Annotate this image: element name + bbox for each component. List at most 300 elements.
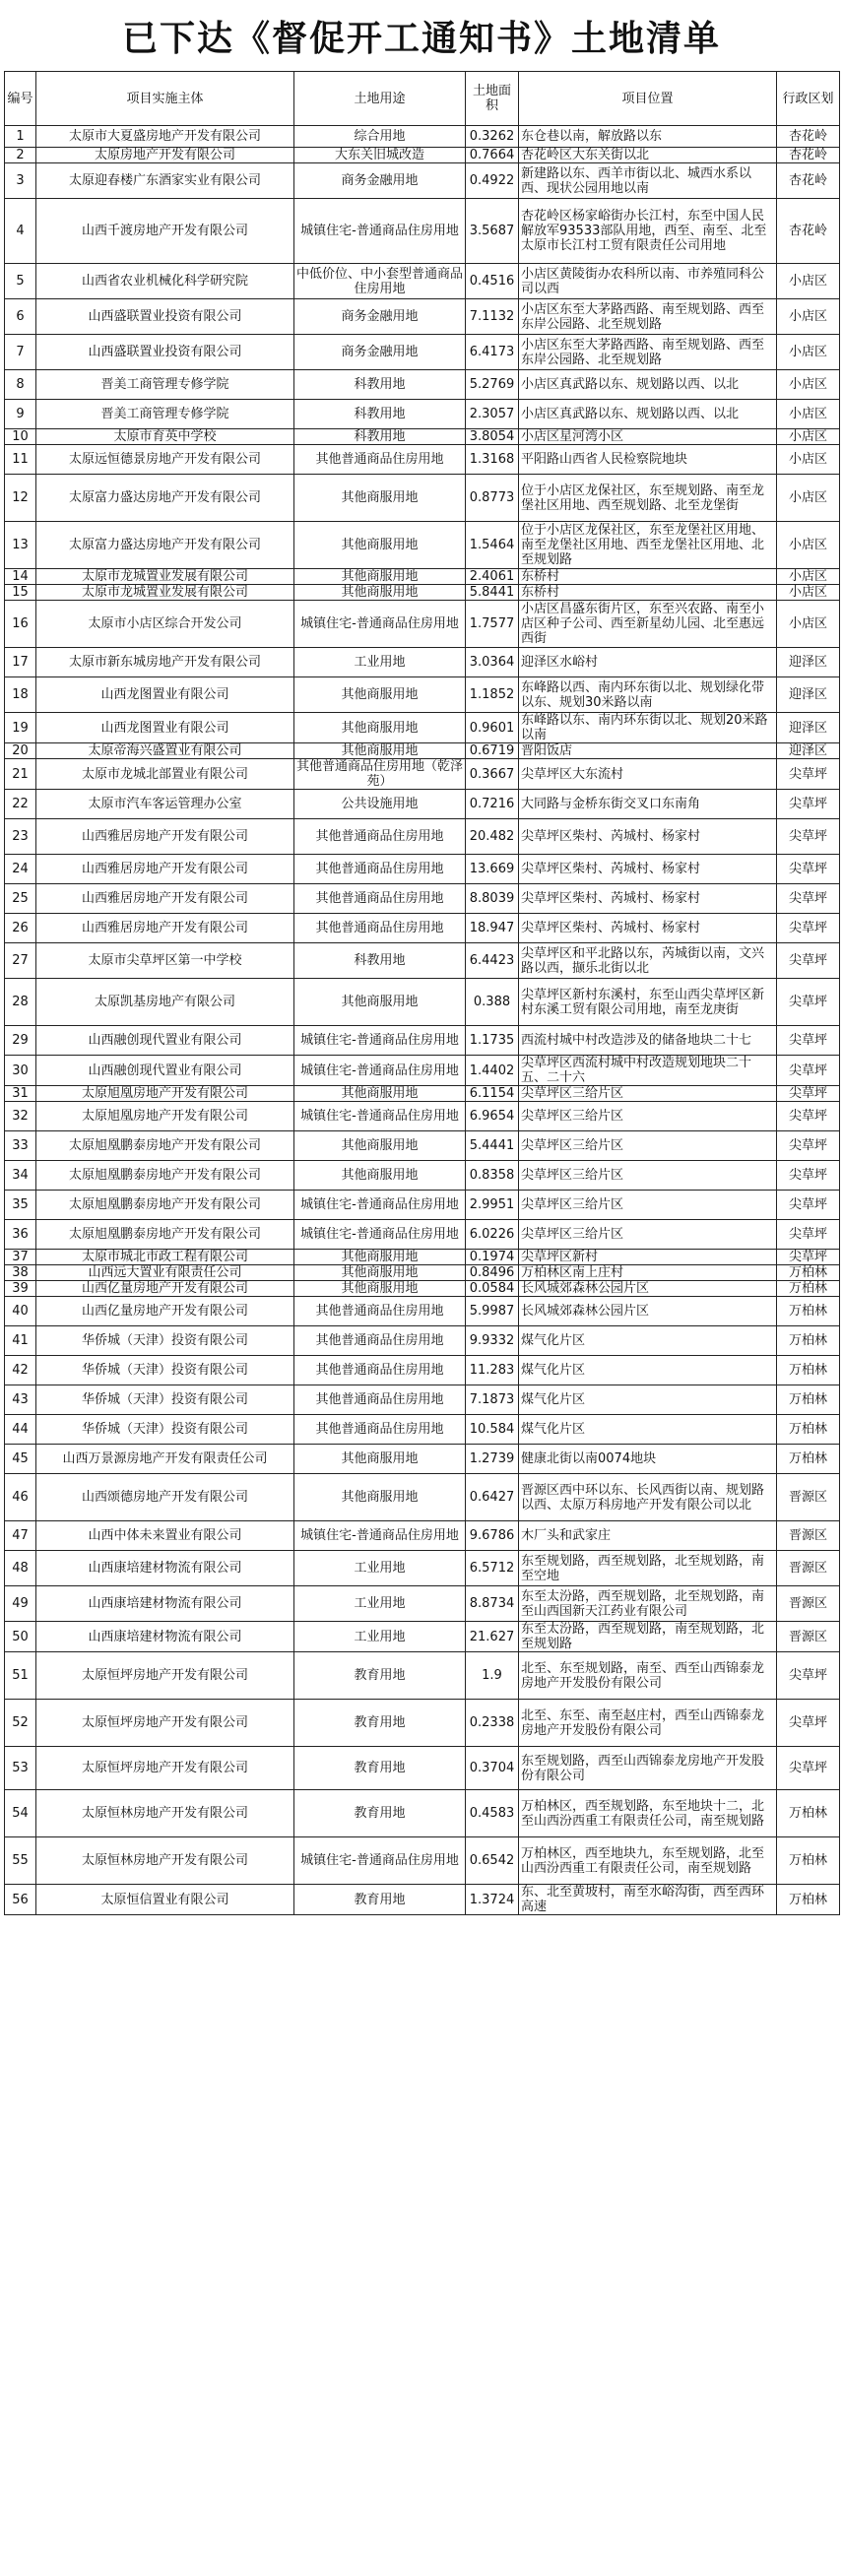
cell-entity: 山西万景源房地产开发有限责任公司 [36, 1445, 294, 1474]
table-row [5, 1885, 840, 1915]
cell-area: 0.0584 [466, 1281, 519, 1297]
table-row [5, 335, 840, 370]
header-area: 土地面积 [466, 72, 519, 126]
cell-entity: 山西康培建材物流有限公司 [36, 1622, 294, 1652]
header-location: 项目位置 [519, 72, 777, 126]
cell-location: 迎泽区水峪村 [519, 648, 777, 677]
cell-entity: 太原恒林房地产开发有限公司 [36, 1790, 294, 1837]
cell-land-use: 其他普通商品住房用地 [294, 1356, 466, 1385]
cell-area: 2.9951 [466, 1191, 519, 1220]
cell-location: 东至规划路，西至规划路，北至规划路，南至空地 [519, 1551, 777, 1586]
cell-area: 2.3057 [466, 400, 519, 429]
cell-location: 尖草坪区三给片区 [519, 1161, 777, 1191]
cell-area: 9.6786 [466, 1521, 519, 1551]
table-row [5, 1056, 840, 1086]
cell-entity: 太原市龙城北部置业有限公司 [36, 759, 294, 790]
cell-district: 小店区 [777, 400, 840, 429]
cell-entity: 山西康培建材物流有限公司 [36, 1586, 294, 1622]
cell-number: 8 [5, 370, 36, 400]
cell-district: 万柏林 [777, 1356, 840, 1385]
cell-district: 万柏林 [777, 1790, 840, 1837]
cell-entity: 太原市龙城置业发展有限公司 [36, 585, 294, 601]
cell-area: 0.4516 [466, 264, 519, 299]
cell-land-use: 其他商服用地 [294, 713, 466, 743]
cell-district: 尖草坪 [777, 943, 840, 979]
cell-land-use: 工业用地 [294, 648, 466, 677]
cell-district: 小店区 [777, 299, 840, 335]
cell-land-use: 其他商服用地 [294, 979, 466, 1026]
cell-district: 杏花岭 [777, 148, 840, 163]
cell-location: 小店区真武路以东、规划路以西、以北 [519, 400, 777, 429]
cell-district: 小店区 [777, 475, 840, 522]
cell-number: 13 [5, 522, 36, 569]
cell-number: 19 [5, 713, 36, 743]
cell-area: 0.3667 [466, 759, 519, 790]
cell-area: 18.947 [466, 914, 519, 943]
cell-area: 0.6719 [466, 743, 519, 759]
cell-area: 0.6542 [466, 1837, 519, 1885]
cell-district: 小店区 [777, 601, 840, 648]
cell-entity: 华侨城（天津）投资有限公司 [36, 1415, 294, 1445]
table-row [5, 199, 840, 264]
cell-land-use: 城镇住宅-普通商品住房用地 [294, 1521, 466, 1551]
table-row [5, 601, 840, 648]
cell-location: 晋源区西中环以东、长风西街以南、规划路以西、太原万科房地产开发有限公司以北 [519, 1474, 777, 1521]
cell-number: 20 [5, 743, 36, 759]
table-row [5, 299, 840, 335]
cell-land-use: 其他普通商品住房用地 [294, 884, 466, 914]
cell-land-use: 其他商服用地 [294, 1474, 466, 1521]
cell-number: 2 [5, 148, 36, 163]
cell-land-use: 其他普通商品住房用地 [294, 914, 466, 943]
table-row [5, 1474, 840, 1521]
table-row [5, 1521, 840, 1551]
cell-number: 18 [5, 677, 36, 713]
table-row [5, 914, 840, 943]
cell-location: 晋阳饭店 [519, 743, 777, 759]
cell-location: 东、北至黄坡村，南至水峪沟街，西至西环高速 [519, 1885, 777, 1915]
cell-district: 尖草坪 [777, 1102, 840, 1131]
cell-entity: 太原市汽车客运管理办公室 [36, 790, 294, 819]
table-row [5, 429, 840, 445]
cell-district: 尖草坪 [777, 1250, 840, 1265]
cell-district: 尖草坪 [777, 819, 840, 855]
table-row [5, 648, 840, 677]
cell-land-use: 工业用地 [294, 1586, 466, 1622]
header-entity: 项目实施主体 [36, 72, 294, 126]
cell-area: 9.9332 [466, 1326, 519, 1356]
cell-area: 1.5464 [466, 522, 519, 569]
cell-land-use: 商务金融用地 [294, 335, 466, 370]
table-row [5, 1652, 840, 1700]
cell-district: 小店区 [777, 370, 840, 400]
cell-area: 0.8358 [466, 1161, 519, 1191]
cell-area: 20.482 [466, 819, 519, 855]
cell-number: 30 [5, 1056, 36, 1086]
cell-area: 0.2338 [466, 1700, 519, 1747]
cell-number: 6 [5, 299, 36, 335]
cell-area: 5.8441 [466, 585, 519, 601]
cell-land-use: 其他商服用地 [294, 1265, 466, 1281]
cell-land-use: 城镇住宅-普通商品住房用地 [294, 1102, 466, 1131]
page-title: 已下达《督促开工通知书》土地清单 [121, 18, 721, 59]
cell-location: 位于小店区龙保社区，东至规划路、南至龙堡社区用地、西至规划路、北至龙堡街 [519, 475, 777, 522]
cell-land-use: 教育用地 [294, 1652, 466, 1700]
cell-district: 晋源区 [777, 1521, 840, 1551]
cell-location: 东桥村 [519, 569, 777, 585]
cell-area: 6.5712 [466, 1551, 519, 1586]
cell-district: 晋源区 [777, 1622, 840, 1652]
cell-entity: 山西盛联置业投资有限公司 [36, 299, 294, 335]
table-row [5, 1445, 840, 1474]
cell-district: 万柏林 [777, 1445, 840, 1474]
cell-area: 6.4423 [466, 943, 519, 979]
cell-location: 尖草坪区三给片区 [519, 1086, 777, 1102]
cell-district: 万柏林 [777, 1281, 840, 1297]
cell-district: 尖草坪 [777, 1026, 840, 1056]
cell-location: 小店区真武路以东、规划路以西、以北 [519, 370, 777, 400]
cell-location: 大同路与金桥东街交叉口东南角 [519, 790, 777, 819]
cell-entity: 太原旭凰鹏泰房地产开发有限公司 [36, 1131, 294, 1161]
cell-land-use: 其他商服用地 [294, 1131, 466, 1161]
cell-location: 北至、东至、南至赵庄村，西至山西锦泰龙房地产开发股份有限公司 [519, 1700, 777, 1747]
cell-land-use: 城镇住宅-普通商品住房用地 [294, 199, 466, 264]
cell-entity: 太原房地产开发有限公司 [36, 148, 294, 163]
cell-location: 小店区昌盛东街片区，东至兴农路、南至小店区种子公司、西至新星幼儿园、北至惠远西街 [519, 601, 777, 648]
cell-land-use: 其他普通商品住房用地 [294, 1385, 466, 1415]
cell-number: 28 [5, 979, 36, 1026]
cell-district: 尖草坪 [777, 1086, 840, 1102]
table-row [5, 1250, 840, 1265]
cell-entity: 山西盛联置业投资有限公司 [36, 335, 294, 370]
cell-location: 尖草坪区三给片区 [519, 1131, 777, 1161]
cell-entity: 山西龙图置业有限公司 [36, 713, 294, 743]
cell-area: 8.8039 [466, 884, 519, 914]
cell-location: 尖草坪区柴村、芮城村、杨家村 [519, 914, 777, 943]
cell-land-use: 工业用地 [294, 1551, 466, 1586]
cell-land-use: 城镇住宅-普通商品住房用地 [294, 1220, 466, 1250]
table-row [5, 855, 840, 884]
cell-land-use: 其他普通商品住房用地 [294, 855, 466, 884]
cell-land-use: 城镇住宅-普通商品住房用地 [294, 601, 466, 648]
cell-number: 32 [5, 1102, 36, 1131]
cell-number: 38 [5, 1265, 36, 1281]
cell-location: 万柏林区南上庄村 [519, 1265, 777, 1281]
cell-location: 尖草坪区和平北路以东，芮城街以南，文兴路以西，撷乐北街以北 [519, 943, 777, 979]
cell-entity: 太原市大夏盛房地产开发有限公司 [36, 126, 294, 148]
table-row [5, 475, 840, 522]
table-row [5, 1161, 840, 1191]
cell-location: 煤气化片区 [519, 1385, 777, 1415]
cell-area: 1.1852 [466, 677, 519, 713]
table-header-row [5, 72, 840, 126]
cell-land-use: 教育用地 [294, 1747, 466, 1790]
cell-location: 尖草坪区新村东溪村，东至山西尖草坪区新村东溪工贸有限公司用地，南至龙庚街 [519, 979, 777, 1026]
cell-number: 47 [5, 1521, 36, 1551]
cell-land-use: 综合用地 [294, 126, 466, 148]
cell-land-use: 大东关旧城改造 [294, 148, 466, 163]
table-row [5, 1415, 840, 1445]
cell-district: 尖草坪 [777, 884, 840, 914]
cell-area: 5.4441 [466, 1131, 519, 1161]
table-row [5, 370, 840, 400]
cell-number: 5 [5, 264, 36, 299]
cell-location: 杏花岭区大东关街以北 [519, 148, 777, 163]
table-row [5, 1385, 840, 1415]
cell-location: 煤气化片区 [519, 1326, 777, 1356]
cell-entity: 太原旭凰房地产开发有限公司 [36, 1102, 294, 1131]
cell-number: 14 [5, 569, 36, 585]
cell-entity: 太原恒坪房地产开发有限公司 [36, 1700, 294, 1747]
cell-district: 尖草坪 [777, 1161, 840, 1191]
cell-area: 0.7216 [466, 790, 519, 819]
table-row [5, 790, 840, 819]
cell-area: 3.5687 [466, 199, 519, 264]
cell-number: 34 [5, 1161, 36, 1191]
cell-land-use: 其他普通商品住房用地 [294, 1297, 466, 1326]
cell-number: 10 [5, 429, 36, 445]
cell-location: 东峰路以西、南内环东街以北、规划绿化带以东、规划30米路以南 [519, 677, 777, 713]
cell-area: 0.8496 [466, 1265, 519, 1281]
cell-land-use: 其他商服用地 [294, 743, 466, 759]
cell-number: 48 [5, 1551, 36, 1586]
cell-district: 尖草坪 [777, 790, 840, 819]
cell-entity: 山西雅居房地产开发有限公司 [36, 855, 294, 884]
cell-land-use: 城镇住宅-普通商品住房用地 [294, 1191, 466, 1220]
cell-entity: 太原富力盛达房地产开发有限公司 [36, 522, 294, 569]
table-row [5, 677, 840, 713]
cell-number: 15 [5, 585, 36, 601]
cell-area: 6.4173 [466, 335, 519, 370]
table-row [5, 1747, 840, 1790]
cell-location: 健康北街以南0074地块 [519, 1445, 777, 1474]
cell-area: 10.584 [466, 1415, 519, 1445]
cell-district: 迎泽区 [777, 713, 840, 743]
cell-number: 41 [5, 1326, 36, 1356]
cell-area: 1.9 [466, 1652, 519, 1700]
cell-number: 35 [5, 1191, 36, 1220]
cell-entity: 晋美工商管理专修学院 [36, 370, 294, 400]
cell-land-use: 其他商服用地 [294, 1445, 466, 1474]
cell-land-use: 其他商服用地 [294, 1250, 466, 1265]
cell-district: 迎泽区 [777, 648, 840, 677]
cell-land-use: 城镇住宅-普通商品住房用地 [294, 1056, 466, 1086]
cell-location: 万柏林区，西至地块九，东至规划路，北至山西汾西重工有限责任公司，南至规划路 [519, 1837, 777, 1885]
cell-area: 0.1974 [466, 1250, 519, 1265]
cell-district: 小店区 [777, 445, 840, 475]
cell-number: 7 [5, 335, 36, 370]
cell-location: 小店区星河湾小区 [519, 429, 777, 445]
cell-number: 1 [5, 126, 36, 148]
cell-entity: 太原市新东城房地产开发有限公司 [36, 648, 294, 677]
table-row [5, 1297, 840, 1326]
table-row [5, 1281, 840, 1297]
table-row [5, 1326, 840, 1356]
cell-number: 31 [5, 1086, 36, 1102]
table-row [5, 1191, 840, 1220]
cell-location: 东峰路以东、南内环东街以北、规划20米路以南 [519, 713, 777, 743]
cell-number: 43 [5, 1385, 36, 1415]
table-row [5, 569, 840, 585]
cell-number: 25 [5, 884, 36, 914]
cell-land-use: 其他商服用地 [294, 569, 466, 585]
table-row [5, 884, 840, 914]
cell-land-use: 城镇住宅-普通商品住房用地 [294, 1837, 466, 1885]
table-row [5, 1586, 840, 1622]
cell-district: 尖草坪 [777, 1652, 840, 1700]
cell-area: 0.9601 [466, 713, 519, 743]
cell-location: 尖草坪区三给片区 [519, 1220, 777, 1250]
land-list-table [4, 71, 840, 1915]
cell-entity: 山西龙图置业有限公司 [36, 677, 294, 713]
cell-district: 迎泽区 [777, 743, 840, 759]
cell-area: 1.3168 [466, 445, 519, 475]
cell-location: 煤气化片区 [519, 1415, 777, 1445]
cell-number: 54 [5, 1790, 36, 1837]
cell-entity: 太原市城北市政工程有限公司 [36, 1250, 294, 1265]
cell-area: 0.3262 [466, 126, 519, 148]
table-row [5, 163, 840, 199]
cell-entity: 太原市小店区综合开发公司 [36, 601, 294, 648]
cell-land-use: 其他普通商品住房用地 [294, 819, 466, 855]
cell-number: 3 [5, 163, 36, 199]
cell-location: 万柏林区，西至规划路，东至地块十二，北至山西汾西重工有限责任公司，南至规划路 [519, 1790, 777, 1837]
cell-entity: 太原旭凰房地产开发有限公司 [36, 1086, 294, 1102]
cell-entity: 山西中体未来置业有限公司 [36, 1521, 294, 1551]
cell-district: 尖草坪 [777, 914, 840, 943]
cell-district: 尖草坪 [777, 1191, 840, 1220]
cell-land-use: 教育用地 [294, 1700, 466, 1747]
cell-entity: 山西融创现代置业有限公司 [36, 1056, 294, 1086]
cell-entity: 太原旭凰鹏泰房地产开发有限公司 [36, 1191, 294, 1220]
cell-area: 3.0364 [466, 648, 519, 677]
table-row [5, 819, 840, 855]
cell-area: 1.1735 [466, 1026, 519, 1056]
cell-area: 2.4061 [466, 569, 519, 585]
cell-location: 尖草坪区三给片区 [519, 1102, 777, 1131]
table-row [5, 585, 840, 601]
cell-entity: 山西雅居房地产开发有限公司 [36, 819, 294, 855]
cell-district: 万柏林 [777, 1297, 840, 1326]
cell-area: 0.8773 [466, 475, 519, 522]
cell-location: 位于小店区龙保社区，东至龙堡社区用地、南至龙堡社区用地、西至龙堡社区用地、北至规划路 [519, 522, 777, 569]
table-row [5, 1131, 840, 1161]
cell-number: 21 [5, 759, 36, 790]
cell-entity: 太原迎春楼广东酒家实业有限公司 [36, 163, 294, 199]
cell-number: 23 [5, 819, 36, 855]
header-number: 编号 [5, 72, 36, 126]
cell-entity: 山西融创现代置业有限公司 [36, 1026, 294, 1056]
cell-location: 东至规划路，西至山西锦泰龙房地产开发股份有限公司 [519, 1747, 777, 1790]
cell-entity: 山西千渡房地产开发有限公司 [36, 199, 294, 264]
cell-number: 17 [5, 648, 36, 677]
cell-number: 27 [5, 943, 36, 979]
cell-land-use: 其他商服用地 [294, 1086, 466, 1102]
table-row [5, 148, 840, 163]
cell-number: 4 [5, 199, 36, 264]
cell-number: 16 [5, 601, 36, 648]
header-land-use: 土地用途 [294, 72, 466, 126]
cell-area: 0.7664 [466, 148, 519, 163]
table-row [5, 943, 840, 979]
table-row [5, 1790, 840, 1837]
cell-district: 尖草坪 [777, 1131, 840, 1161]
cell-location: 平阳路山西省人民检察院地块 [519, 445, 777, 475]
cell-location: 长风城郊森林公园片区 [519, 1297, 777, 1326]
table-row [5, 713, 840, 743]
cell-area: 7.1873 [466, 1385, 519, 1415]
table-row [5, 979, 840, 1026]
cell-district: 迎泽区 [777, 677, 840, 713]
cell-number: 40 [5, 1297, 36, 1326]
cell-area: 0.6427 [466, 1474, 519, 1521]
cell-district: 尖草坪 [777, 1700, 840, 1747]
cell-land-use: 其他商服用地 [294, 677, 466, 713]
cell-entity: 山西雅居房地产开发有限公司 [36, 884, 294, 914]
cell-land-use: 科教用地 [294, 429, 466, 445]
cell-area: 0.4922 [466, 163, 519, 199]
cell-district: 杏花岭 [777, 163, 840, 199]
cell-entity: 山西省农业机械化科学研究院 [36, 264, 294, 299]
cell-number: 36 [5, 1220, 36, 1250]
cell-area: 21.627 [466, 1622, 519, 1652]
cell-location: 长风城郊森林公园片区 [519, 1281, 777, 1297]
table-body [5, 126, 840, 1915]
cell-entity: 太原富力盛达房地产开发有限公司 [36, 475, 294, 522]
cell-location: 尖草坪区西流村城中村改造规划地块二十五、二十六 [519, 1056, 777, 1086]
table-row [5, 126, 840, 148]
cell-area: 0.4583 [466, 1790, 519, 1837]
cell-land-use: 其他商服用地 [294, 1161, 466, 1191]
cell-entity: 太原远恒德景房地产开发有限公司 [36, 445, 294, 475]
cell-entity: 山西远大置业有限责任公司 [36, 1265, 294, 1281]
cell-area: 0.388 [466, 979, 519, 1026]
cell-location: 新建路以东、西羊市街以北、城西水系以西、现状公园用地以南 [519, 163, 777, 199]
cell-area: 5.2769 [466, 370, 519, 400]
cell-land-use: 商务金融用地 [294, 163, 466, 199]
cell-number: 9 [5, 400, 36, 429]
cell-number: 49 [5, 1586, 36, 1622]
cell-district: 小店区 [777, 569, 840, 585]
cell-area: 8.8734 [466, 1586, 519, 1622]
cell-area: 0.3704 [466, 1747, 519, 1790]
cell-number: 12 [5, 475, 36, 522]
cell-entity: 太原市尖草坪区第一中学校 [36, 943, 294, 979]
cell-district: 尖草坪 [777, 1747, 840, 1790]
cell-land-use: 科教用地 [294, 400, 466, 429]
cell-area: 1.7577 [466, 601, 519, 648]
cell-district: 万柏林 [777, 1837, 840, 1885]
cell-location: 小店区东至大茅路西路、南至规划路、西至东岸公园路、北至规划路 [519, 335, 777, 370]
cell-entity: 太原帝海兴盛置业有限公司 [36, 743, 294, 759]
cell-number: 29 [5, 1026, 36, 1056]
cell-location: 小店区黄陵街办农科所以南、市养殖同科公司以西 [519, 264, 777, 299]
cell-entity: 山西亿量房地产开发有限公司 [36, 1281, 294, 1297]
table-row [5, 400, 840, 429]
table-row [5, 1102, 840, 1131]
cell-number: 11 [5, 445, 36, 475]
table-row [5, 264, 840, 299]
table-row [5, 522, 840, 569]
cell-district: 万柏林 [777, 1326, 840, 1356]
cell-number: 24 [5, 855, 36, 884]
cell-district: 晋源区 [777, 1474, 840, 1521]
cell-district: 杏花岭 [777, 199, 840, 264]
cell-land-use: 其他普通商品住房用地 [294, 445, 466, 475]
table-row [5, 1837, 840, 1885]
cell-land-use: 其他普通商品住房用地 [294, 1415, 466, 1445]
cell-entity: 华侨城（天津）投资有限公司 [36, 1326, 294, 1356]
